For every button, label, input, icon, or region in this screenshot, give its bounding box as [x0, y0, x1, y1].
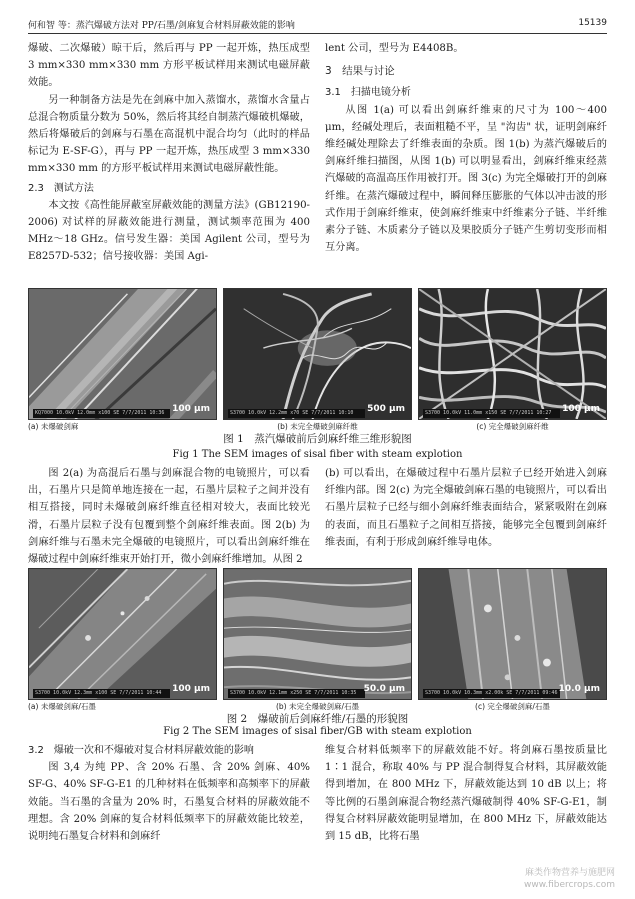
figure-2-caption-en: Fig 2 The SEM images of sisal fiber/GB with steam explotion	[163, 726, 472, 737]
sem-image-1a	[28, 288, 217, 420]
paragraph: 本文按《高性能屏蔽室屏蔽效能的测量方法》(GB12190-2006) 对试样的屏蔽效能进行测量，测试频率范围为 400 MHz～18 GHz。信号发生器：美国 Agilent 公司，型号为 E8257D-532；信号接收器：美国 Agi-	[28, 199, 310, 263]
paragraph: 从图 1(a) 可以看出剑麻纤维束的尺寸为 100～400 μm，经碱处理后，表面粗糙不平，呈 "沟齿" 状，证明剑麻纤维经碱处理除去了纤维表面的杂质。图 1(b) 为蒸汽爆破后的剑麻纤维扫描图，从图 1(b) 可以明显看出，剑麻纤维束经蒸汽爆破的高温高压作用被打开。图 3(c) 为完全爆破打开的剑麻纤维。在蒸汽爆破过程中，瞬间释压膨胀的气体以冲击波的形式作用于剑麻纤维束，使剑麻纤维束中纤维素分子链、半纤维素分子链、木质素分子链以及果胶质分子链产生剪切变形而相互分离。	[325, 104, 607, 254]
subfigure-label: (b) 未完全爆破剑麻/石墨	[275, 702, 360, 711]
page-number: 15139	[578, 18, 607, 28]
paragraph: 图 2(a) 为高混后石墨与剑麻混合物的电镜照片，可以看出，石墨片只是简单地连接在一起，石墨片层粒子之间并没有相互搭接，同时未爆破剑麻纤维直径相对较大，表面比较光滑，石墨片层粒子没有包覆到整个剑麻纤维表面。图 2(b) 为剑麻纤维与石墨未完全爆破的电镜照片，可以看出剑麻纤维在爆破过程中剑麻纤维束开始打开，微小剑麻纤维增加。从图 2	[28, 468, 310, 566]
sem-image-2a	[28, 568, 217, 700]
sem-metadata: S3700 10.0kV 12.2mm x70 SE 7/7/2011 10:10	[228, 409, 365, 418]
scale-bar-label: 100 μm	[172, 684, 210, 694]
sem-image-1c	[418, 288, 607, 420]
left-column-bottom	[28, 742, 310, 845]
paragraph: 维复合材料低频率下的屏蔽效能不好。将剑麻石墨按质量比 1∶1 混合，称取 40% 与 PP 混合制得复合材料，其屏蔽效能得到增加，在 800 MHz 下，屏蔽效能达到 10 dB 以上；将等比例的石墨剑麻混合物经蒸汽爆破制得 40% SF-G-E1，制得复合材料屏蔽效能明显增加，在 800 MHz 下，屏蔽效能达到 15 dB，比将石墨	[325, 745, 607, 843]
sem-image-1b	[223, 288, 412, 420]
watermark-line: www.fibercrops.com	[524, 880, 615, 890]
figure-1-caption-cn: 图 1 蒸汽爆破前后剑麻纤维三维形貌图	[223, 433, 412, 445]
figure-2-images	[28, 568, 607, 700]
subfigure-label: (b) 未完全爆破剑麻纤维	[277, 422, 358, 431]
paragraph: (b) 可以看出，在爆破过程中石墨片层粒子已经开始进入剑麻纤维内部。图 2(c) 为完全爆破剑麻石墨的电镜照片，可以看出石墨片层粒子已经与细小剑麻纤维表面结合，紧紧吸附在剑麻的表面，而且石墨粒子之间相互搭接，能够完全包覆到剑麻纤维表面，有利于形成剑麻纤维导电体。	[325, 468, 607, 548]
sem-metadata: S3700 10.0kV 12.1mm x250 SE 7/7/2011 10:35	[228, 689, 365, 698]
sem-metadata: S3700 10.0kV 10.3mm x2.00k SE 7/7/2011 09:46	[423, 689, 560, 698]
paragraph: lent 公司，型号为 E4408B。	[325, 43, 464, 54]
figure-2-caption-cn: 图 2 爆破前后剑麻纤维/石墨的形貌图	[226, 713, 409, 725]
sem-metadata: KQ7000 10.0kV 12.0mm x100 SE 7/7/2011 10:36	[33, 409, 170, 418]
figure-1-images	[28, 288, 607, 420]
right-column-middle	[325, 465, 607, 551]
watermark-line: 麻类作物营养与施肥网	[524, 868, 615, 878]
section-heading-3: 3 结果与讨论	[325, 65, 395, 78]
scale-bar-label: 50.0 μm	[363, 684, 405, 694]
sem-metadata: S3700 10.0kV 12.3mm x100 SE 7/7/2011 10:44	[33, 689, 170, 698]
right-column-top	[325, 40, 607, 256]
scale-bar-label: 500 μm	[367, 404, 405, 414]
section-heading-3-2: 3.2 爆破一次和不爆破对复合材料屏蔽效能的影响	[28, 745, 254, 756]
left-column-top	[28, 40, 310, 266]
section-heading-3-1: 3.1 扫描电镜分析	[325, 87, 411, 99]
subfigure-label: (a) 未爆破剑麻	[28, 422, 79, 431]
left-column-middle	[28, 465, 310, 568]
running-header	[28, 16, 607, 34]
scale-bar-label: 100 μm	[562, 404, 600, 414]
scale-bar-label: 100 μm	[172, 404, 210, 414]
subfigure-label: (c) 完全爆破剑麻/石墨	[475, 702, 550, 711]
sem-metadata: S3700 10.0kV 11.0mm x150 SE 7/7/2011 10:27	[423, 409, 560, 418]
paragraph: 爆破、二次爆破）晾干后，然后再与 PP 一起开炼，热压成型 3 mm×330 mm×330 mm 方形平板试样用来测试电磁屏蔽效能。	[28, 43, 310, 89]
subfigure-label: (a) 未爆破剑麻/石墨	[28, 702, 96, 711]
running-title: 何和智 等：蒸汽爆破方法对 PP/石墨/剑麻复合材料屏蔽效能的影响	[28, 21, 295, 31]
paragraph: 图 3,4 为纯 PP、含 20% 石墨、含 20% 剑麻、40% SF-G、40% SF-G-E1 的几种材料在低频率和高频率下的屏蔽效能。当石墨的含量为 20% 时，石墨复合材料的屏蔽效能不理想。含 20% 剑麻的复合材料低频率下的屏蔽效能比较差，说明纯石墨复合材料和剑麻纤	[28, 762, 310, 843]
site-watermark	[524, 867, 615, 891]
paragraph: 另一种制备方法是先在剑麻中加入蒸馏水，蒸馏水含量占总混合物质量分数为 50%，然后将其经自制蒸汽爆破机爆破，然后将爆破后的剑麻与石墨在高混机中混合均匀（此时的样品标记为 E-SF-G），再与 PP 一起开炼，热压成型 3 mm×330 mm×330 mm 的方形平板试样用来测试电磁屏蔽性能。	[28, 94, 310, 175]
figure-1-caption-en: Fig 1 The SEM images of sisal fiber with steam explotion	[172, 449, 463, 460]
sem-image-2b	[223, 568, 412, 700]
subfigure-label: (c) 完全爆破剑麻纤维	[476, 422, 549, 431]
right-column-bottom	[325, 742, 607, 845]
header-rule	[28, 33, 607, 34]
sem-image-2c	[418, 568, 607, 700]
section-heading-2-3: 2.3 测试方法	[28, 182, 94, 194]
scale-bar-label: 10.0 μm	[558, 684, 600, 694]
